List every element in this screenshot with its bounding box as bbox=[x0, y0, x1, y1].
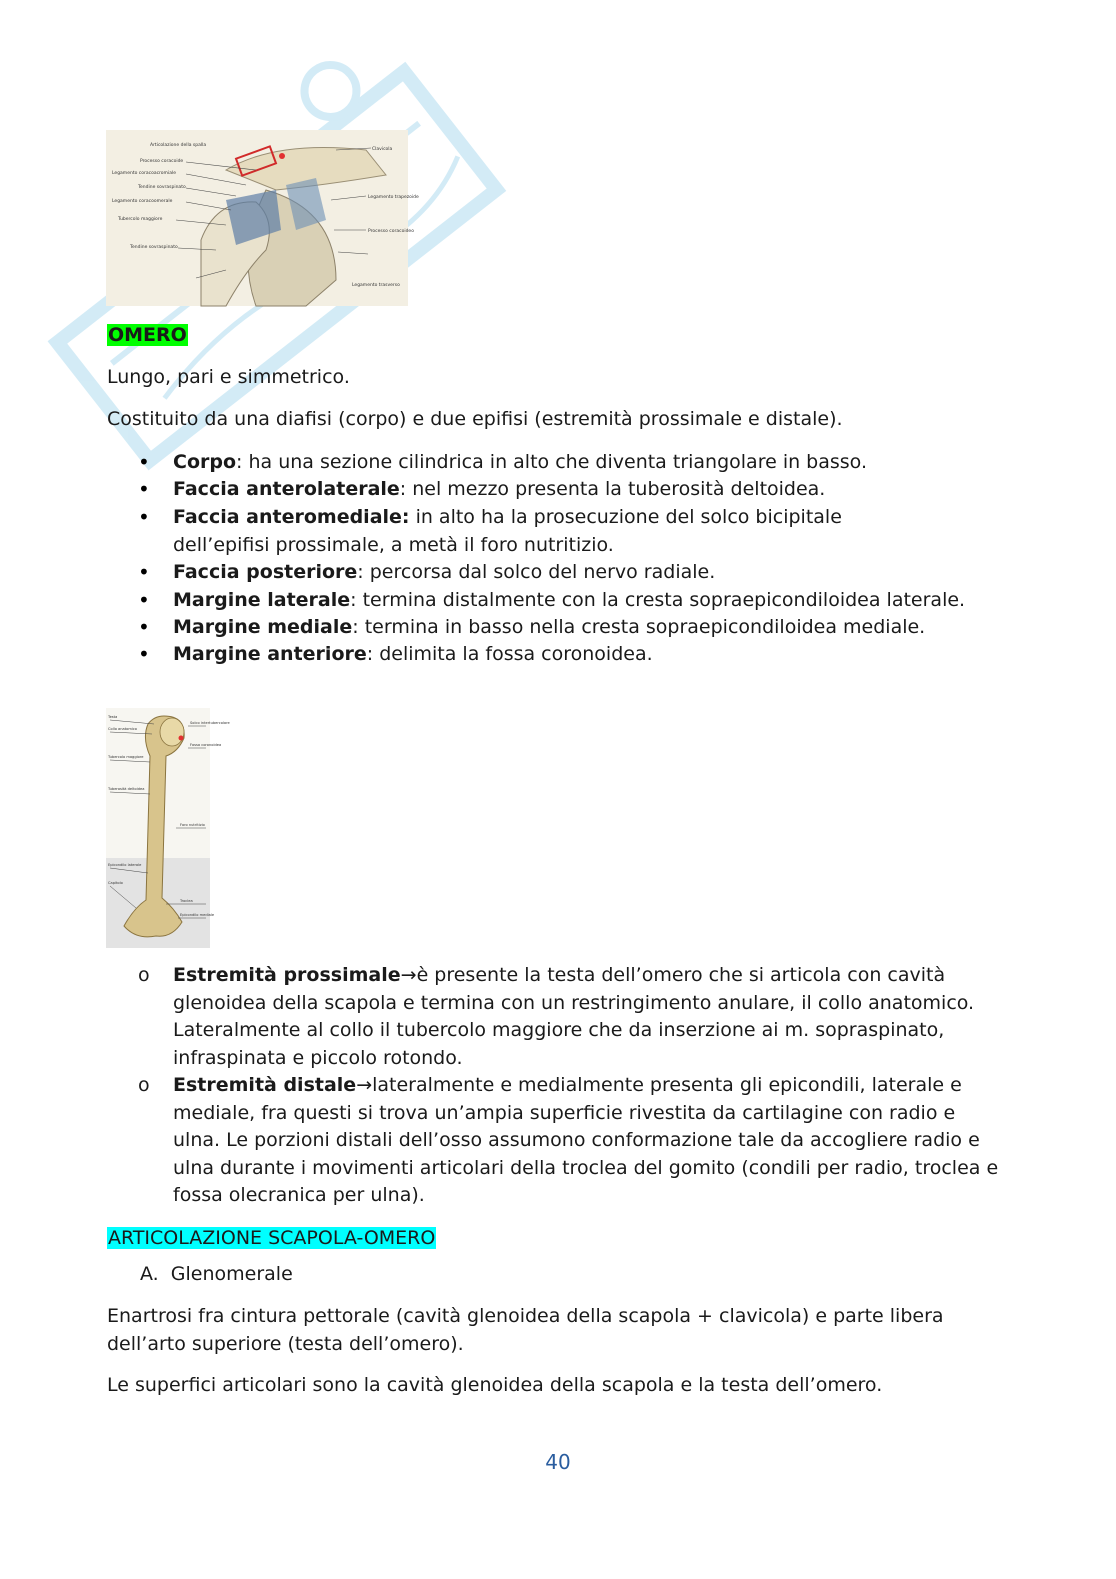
humerus-features-list bbox=[107, 449, 1007, 668]
omero-heading bbox=[107, 322, 188, 349]
extremity-text: lateralmente e medialmente presenta gli epicondili, laterale e mediale, fra questi si trova un’ampia superficie rivestita da cartilagine con radio e ulna. Le porzioni distali dell’osso assumono conformazione tale da accogliere radio e ulna durante i movimenti articolari della troclea del gomito (condili per radio, troclea e fossa olecranica per ulna). bbox=[173, 1074, 999, 1206]
extremity-text: è presente la testa dell’omero che si articola con cavità glenoidea della scapola e termina con un restringimento anulare, il collo anatomico. Lateralmente al collo il tubercolo maggiore che da inserzione ai m. sopraspinato, infraspinata e piccolo rotondo. bbox=[173, 964, 975, 1069]
paragraph: Enartrosi fra cintura pettorale (cavità glenoidea della scapola + clavicola) e parte libera dell’arto superiore (testa dell’omero). bbox=[107, 1305, 944, 1355]
bullet-term: Faccia anterolaterale bbox=[173, 478, 400, 500]
sub-item-text: Glenomerale bbox=[170, 1263, 293, 1285]
humerus-label: Testa bbox=[108, 715, 118, 719]
shoulder-label: Articolazione della spalla bbox=[150, 143, 207, 148]
shoulder-label: Processo coracoideo bbox=[368, 229, 414, 234]
list-item bbox=[107, 476, 1007, 503]
arrow-icon: → bbox=[400, 964, 417, 986]
bullet-text: : percorsa dal solco del nervo radiale. bbox=[357, 561, 716, 583]
bullet-term: Margine laterale bbox=[173, 589, 351, 611]
intro-paragraph-1: Lungo, pari e simmetrico. bbox=[107, 366, 350, 388]
bullet-text: : delimita la fossa coronoidea. bbox=[366, 643, 653, 665]
shoulder-label: Legamento coracoomerale bbox=[112, 199, 173, 204]
bullet-term: Margine mediale bbox=[173, 616, 353, 638]
list-item bbox=[107, 559, 1007, 586]
humerus-label: Capitolo bbox=[108, 881, 123, 885]
omero-heading-text: OMERO bbox=[108, 324, 187, 346]
list-item bbox=[107, 641, 1007, 668]
extremity-term: Estremità prossimale bbox=[173, 964, 401, 986]
shoulder-label: Tubercolo maggiore bbox=[118, 217, 163, 222]
bullet-term: Margine anteriore bbox=[173, 643, 367, 665]
shoulder-label: Clavicola bbox=[372, 147, 393, 152]
list-item bbox=[107, 503, 933, 559]
bullet-text: : ha una sezione cilindrica in alto che diventa triangolare in basso. bbox=[236, 451, 868, 473]
shoulder-label: Tendine sovraspinato bbox=[130, 245, 178, 250]
bullet-term: Faccia anteromediale: bbox=[173, 506, 410, 528]
list-marker: o bbox=[138, 964, 150, 986]
humerus-label: Tubercolo maggiore bbox=[108, 755, 144, 759]
list-item bbox=[107, 449, 1007, 476]
shoulder-label: Processo coracoide bbox=[140, 159, 184, 164]
list-item bbox=[107, 962, 983, 1072]
shoulder-label: Legamento trasverso bbox=[352, 283, 400, 288]
humerus-label: Foro nutritizio bbox=[180, 823, 205, 827]
humerus-label: Fossa coronoidea bbox=[190, 743, 222, 747]
list-item bbox=[107, 614, 1007, 641]
articolazione-heading bbox=[107, 1225, 436, 1252]
humerus-label: Epicondilo laterale bbox=[108, 863, 142, 867]
extremities-list bbox=[107, 962, 1007, 1210]
humerus-label: Tuberosità deltoidea bbox=[108, 787, 145, 791]
articolazione-heading-text: ARTICOLAZIONE SCAPOLA-OMERO bbox=[108, 1227, 436, 1249]
humerus-label: Troclea bbox=[180, 899, 193, 903]
extremity-term: Estremità distale bbox=[173, 1074, 357, 1096]
bullet-text: in alto ha la prosecuzione del solco bicipitale dell’epifisi prossimale, a metà il foro nutritizio. bbox=[173, 506, 842, 556]
list-item bbox=[107, 1072, 1008, 1210]
page-number: 40 bbox=[545, 1450, 571, 1474]
humerus-label: Collo anatomico bbox=[108, 727, 138, 731]
humerus-figure bbox=[106, 708, 230, 948]
list-item bbox=[107, 586, 973, 614]
shoulder-label: Tendine sovraspinato bbox=[138, 185, 186, 190]
humerus-label: Solco intertubercolare bbox=[190, 721, 230, 725]
humerus-label: Epicondilo mediale bbox=[180, 913, 215, 917]
shoulder-label: Legamento coracoacromiale bbox=[112, 171, 176, 176]
bullet-text: : termina distalmente con la cresta sopraepicondiloidea laterale. bbox=[350, 589, 966, 611]
bullet-text: : termina in basso nella cresta sopraepicondiloidea mediale. bbox=[352, 616, 926, 638]
bullet-term: Faccia posteriore bbox=[173, 561, 358, 583]
sub-item bbox=[140, 1261, 293, 1288]
list-marker: o bbox=[138, 1074, 150, 1096]
arrow-icon: → bbox=[356, 1074, 373, 1096]
sub-item-marker: A. bbox=[140, 1263, 159, 1285]
shoulder-label: Legamento trapezoide bbox=[368, 195, 419, 200]
shoulder-joint-figure bbox=[106, 130, 419, 306]
paragraph: Le superfici articolari sono la cavità glenoidea della scapola e la testa dell’omero. bbox=[107, 1374, 883, 1396]
bullet-term: Corpo bbox=[173, 451, 237, 473]
bullet-text: : nel mezzo presenta la tuberosità deltoidea. bbox=[399, 478, 826, 500]
intro-paragraph-2: Costituito da una diafisi (corpo) e due epifisi (estremità prossimale e distale). bbox=[107, 408, 843, 430]
